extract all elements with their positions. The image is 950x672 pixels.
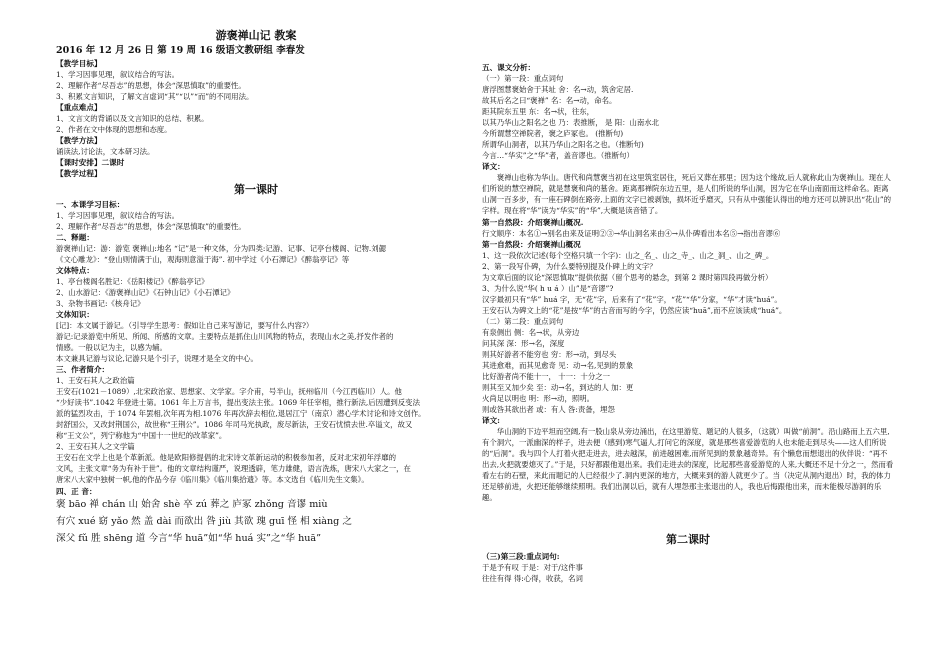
left-line-1: 2016 年 12 月 26 日 第 19 周 16 级语文教研组 李春发 xyxy=(56,45,305,56)
left-line-9: 【教学方法】 xyxy=(56,136,102,145)
left-line-20: 文体特点： xyxy=(56,266,94,275)
right-line-18: 汉字最初只有“华” huá 字，无“花”字，后来有了“花”字，“花”“华”分家，“华”才读“huá”。 xyxy=(482,295,782,304)
right-line-4: 距其院东五里 东：名→状，往东， xyxy=(482,107,595,116)
left-line-5: 3、积累文言知识，了解文言虚词“其”“以”“而”的不同用法。 xyxy=(56,92,254,101)
right-line-34: 往往有得 得:心得，收获，名词 xyxy=(482,574,583,583)
right-line-24: 其进愈难，而其见愈奇 见：动→名,见到的景象 xyxy=(482,361,634,370)
right-line-9: 译文： xyxy=(482,162,505,171)
left-line-26: 游记:记录游览中所见、所闻、所感的文章。主要特点是抓住山川风物的特点，表现山水之美,抒发作者的 xyxy=(56,332,394,341)
left-line-36: 2、王安石其人之文学篇 xyxy=(56,442,135,451)
left-line-41: 褒 bāo 禅 chán 山 始舍 shè 卒 zú 葬之 庐冢 zhǒng 音谬 miù xyxy=(56,499,328,510)
left-line-10: 诵读法,讨论法，文本研习法。 xyxy=(56,147,155,156)
left-line-42: 有穴 xué 窈 yǎo 然 盖 dài 而欲出 咎 jiù 其欲 瑰 guī 怪 相 xiàng 之 xyxy=(56,516,352,527)
right-line-6: 今所谓慧空禅院者，褒之庐冢也。 (推断句) xyxy=(482,129,624,138)
left-line-19: 《文心雕龙》：“登山则情满于山，观海则意溢于海”. 初中学过《小石潭记》《醉翁亭记》等 xyxy=(56,255,350,264)
left-line-12: 【教学过程】 xyxy=(56,169,102,178)
left-line-35: 称“王文公”，列宁称他为“中国十一世纪的改革家”。 xyxy=(56,431,227,440)
left-line-21: 1、亭台楼阁名胜记：《岳阳楼记》《醉翁亭记》 xyxy=(56,277,209,286)
right-line-11: 第一自然段：介绍褒禅山概况. xyxy=(482,218,584,227)
right-line-25: 比好游者尚不能十一， 十一：十分之一 xyxy=(482,372,610,381)
left-line-34: 封舒国公，又改封荆国公，故世称“王荆公”。1086 年司马光执政，废尽新法，王安石忧愤去世.卒谥文，故又 xyxy=(56,420,413,429)
right-line-33: 于是予有叹 于是：对于/这件事 xyxy=(482,563,583,572)
right-line-13: 第一自然段：介绍褒禅山概况 xyxy=(482,240,581,249)
left-line-18: 游褒禅山记：游：游览 褒禅山:地名 “记”是一种文体，分为四类:记游、记事、记亭台楼阁、记物.刘勰 xyxy=(56,244,386,253)
right-line-7: 所谓华山洞者，以其乃华山之阳名之也。（推断句) xyxy=(482,140,644,149)
right-line-2: 唐浮图慧褒始舍于其址 舍：名→动，筑舍定居. xyxy=(482,85,634,94)
left-line-4: 2、理解作者“尽吾志”的思想，体会“深思慎取”的重要性。 xyxy=(56,81,246,90)
left-line-27: 情感。一般以记为主，以感为辅。 xyxy=(56,343,167,352)
left-line-40: 四、正 音： xyxy=(56,487,97,496)
left-line-24: 文体知识： xyxy=(56,310,94,319)
left-line-7: 1、文言文的背诵以及文言知识的总结、积累。 xyxy=(56,114,209,123)
left-line-15: 1、学习因事见理，叙议结合的写法。 xyxy=(56,211,179,220)
right-line-8: 今言…“华实”之“华”者，盖音谬也。（推断句） xyxy=(482,151,634,160)
left-line-8: 2、作者在文中体现的思想和态度。 xyxy=(56,125,172,134)
right-line-19: 王安石认为碑文上的“花”是按“华”的古音而写的今字，仍然应读“huā”,而不应该读成“huá”。 xyxy=(482,306,787,315)
left-line-22: 2、山水游记：《游褒禅山记》《石钟山记》《小石潭记》 xyxy=(56,288,235,297)
left-line-39: 唐宋八大家中独树一帜,他的作品今存《临川集》《临川集拾遗》等。本文选自《临川先生文集》。 xyxy=(56,475,369,484)
right-line-1: （一）第一段：重点词句 xyxy=(482,74,564,83)
right-line-16: 为文章后面的议论“深思慎取”提供依据（留个思考的悬念，到第 2 课时第四段再做分析） xyxy=(482,273,773,282)
left-line-33: 派的猛烈攻击，于 1074 年罢相,次年再为相.1076 年再次辞去相位,退居江宁（南京）潜心学术讨论和诗文创作。 xyxy=(56,409,426,418)
right-line-31: 第二课时 xyxy=(666,533,710,546)
left-line-6: 【重点难点】 xyxy=(56,103,102,112)
right-line-3: 故其后名之曰“褒禅” 名：名→动，命名。 xyxy=(482,96,617,105)
right-line-27: 火尚足以明也 明：形→动，照明。 xyxy=(482,394,595,403)
left-line-28: 本文兼具记游与议论,记游只是个引子，说理才是全文的中心。 xyxy=(56,354,258,363)
right-line-12: 行文顺序：本名①→别名由来及证明②③→华山洞名来由④→从仆碑看出本名⑤→指出音谬⑥ xyxy=(482,229,781,238)
left-line-2: 【教学目标】 xyxy=(56,59,102,68)
right-line-17: 3、为什么说“华( h u á ）山”是“音谬”? xyxy=(482,284,614,293)
left-line-43: 深父 fǔ 胜 shēng 道 今言“华 huā”如“华 huá 实”之“华 huā” xyxy=(56,533,322,544)
left-line-11: 【课时安排】二课时 xyxy=(56,158,125,167)
right-line-28: 则或咎其欲出者 或：有人 咎:责备，埋怨 xyxy=(482,405,615,414)
left-line-0: 游褒禅山记 教案 xyxy=(215,29,297,42)
right-line-30: 华山洞的下边平坦而空阔,有一股山泉从旁边涌出，在这里游览、题记的人很多，（这就）叫做“前洞”。沿山路而上五六里,有个洞穴，一派幽深的样子，进去便（感到)寒气逼人,打问它的深度，就是那些喜爱游览的人也未能走到尽头——这人们所说的“后洞”。我与四个人打着火把走进去，进去越深，前进越困难,而所见到的景象越奇异。有个懒怠而想退出的伙伴说：“再不出去,火把就要熄灭了。”于是，只好都跟他退出来。我们走进去的深度，比起那些喜爱游览的人来,大概还不足十分之一，然而看看左右的石壁，来此而题记的人已经很少了.洞内更深的地方，大概来到的游人就更少了。当（决定从洞内退出）时，我的体力还足够前进，火把还能够继续照明。我们出洞以后，就有人埋怨那主张退出的人，我也后悔跟他出来，而未能极尽游洞的乐趣。 xyxy=(482,427,894,502)
left-line-23: 3、杂物书画记:《核舟记》 xyxy=(56,299,145,308)
left-line-17: 二、释题： xyxy=(56,233,94,242)
right-line-22: 问其深 深：形→名，深度 xyxy=(482,339,565,348)
left-line-13: 第一课时 xyxy=(234,183,278,196)
right-line-23: 则其好游者不能穷也 穷：形→动，到尽头 xyxy=(482,350,617,359)
right-line-5: 以其乃华山之阳名之也 乃：表推断， 是 阳：山南水北 xyxy=(482,118,660,127)
right-line-14: 1、这一段依次记述(每个空格只填一个字)：山之_名_、山之_寺_、山之_洞_、山之_碑_。 xyxy=(482,251,774,260)
right-line-15: 2、第一段写仆碑，为什么要特别提及仆碑上的文字？ xyxy=(482,262,657,271)
left-line-32: “少好读书”.1042 年登进士第。1061 年上万言书，提出变法主张。1069 年任宰相，推行新法,后因遭到反变法 xyxy=(56,398,420,407)
left-line-30: 1、王安石其人之政治篇 xyxy=(56,376,135,385)
left-line-25: [记]：本文属于游记。（引导学生思考：假如让自己来写游记，要写什么内容?） xyxy=(56,321,314,330)
left-line-3: 1、学习因事见理，叙议结合的写法。 xyxy=(56,70,179,79)
left-line-16: 2、理解作者“尽吾志”的思想，体会“深思慎取”的重要性。 xyxy=(56,222,246,231)
left-line-29: 三、作者简介： xyxy=(56,365,110,374)
right-line-10: 褒禅山也称为华山。唐代和尚慧褒当初在这里筑室居住，死后又葬在那里；因为这个缘故,后人就称此山为褒禅山。现在人们所说的慧空禅院，就是慧褒和尚的墓舍。距离那禅院东边五里，是人们所说的华山洞，因为它在华山南面而这样命名。距离山洞一百多步，有一座石碑倒在路旁,上面的文字已被剥蚀，损坏近乎磨灭，只有从中强能认得出的地方还可以辨识出“花山”的字样。现在将“华”读为“华实”的“华”,大概是读音错了。 xyxy=(482,173,892,215)
right-line-32: （三)第三段:重点词句: xyxy=(482,552,560,561)
right-line-0: 五、课文分析： xyxy=(482,63,536,72)
left-line-31: 王安石(1021－1089）,北宋政治家、思想家、文学家。字介甫，号半山，抚州临川（今江西临川）人。他 xyxy=(56,387,402,396)
left-line-14: 一、本课学习目标： xyxy=(56,200,125,209)
left-line-37: 王安石在文学上也是个革新派。他是欧阳修提倡的北宋诗文革新运动的积极参加者，反对北宋初年浮靡的 xyxy=(56,453,396,462)
right-line-26: 则其至又加少矣 至：动→名，到达的人 加：更 xyxy=(482,383,634,392)
right-line-21: 有泉侧出 侧：名→状，从旁边 xyxy=(482,328,580,337)
right-line-20: （二）第二段：重点词句 xyxy=(482,317,564,326)
left-line-38: 文风，主张文章“务为有补于世”。他的文章结构谨严，说理透辟，笔力雄健，语言洗炼，唐宋八大家之一，在 xyxy=(56,464,411,473)
right-line-29: 译文: xyxy=(482,416,500,425)
